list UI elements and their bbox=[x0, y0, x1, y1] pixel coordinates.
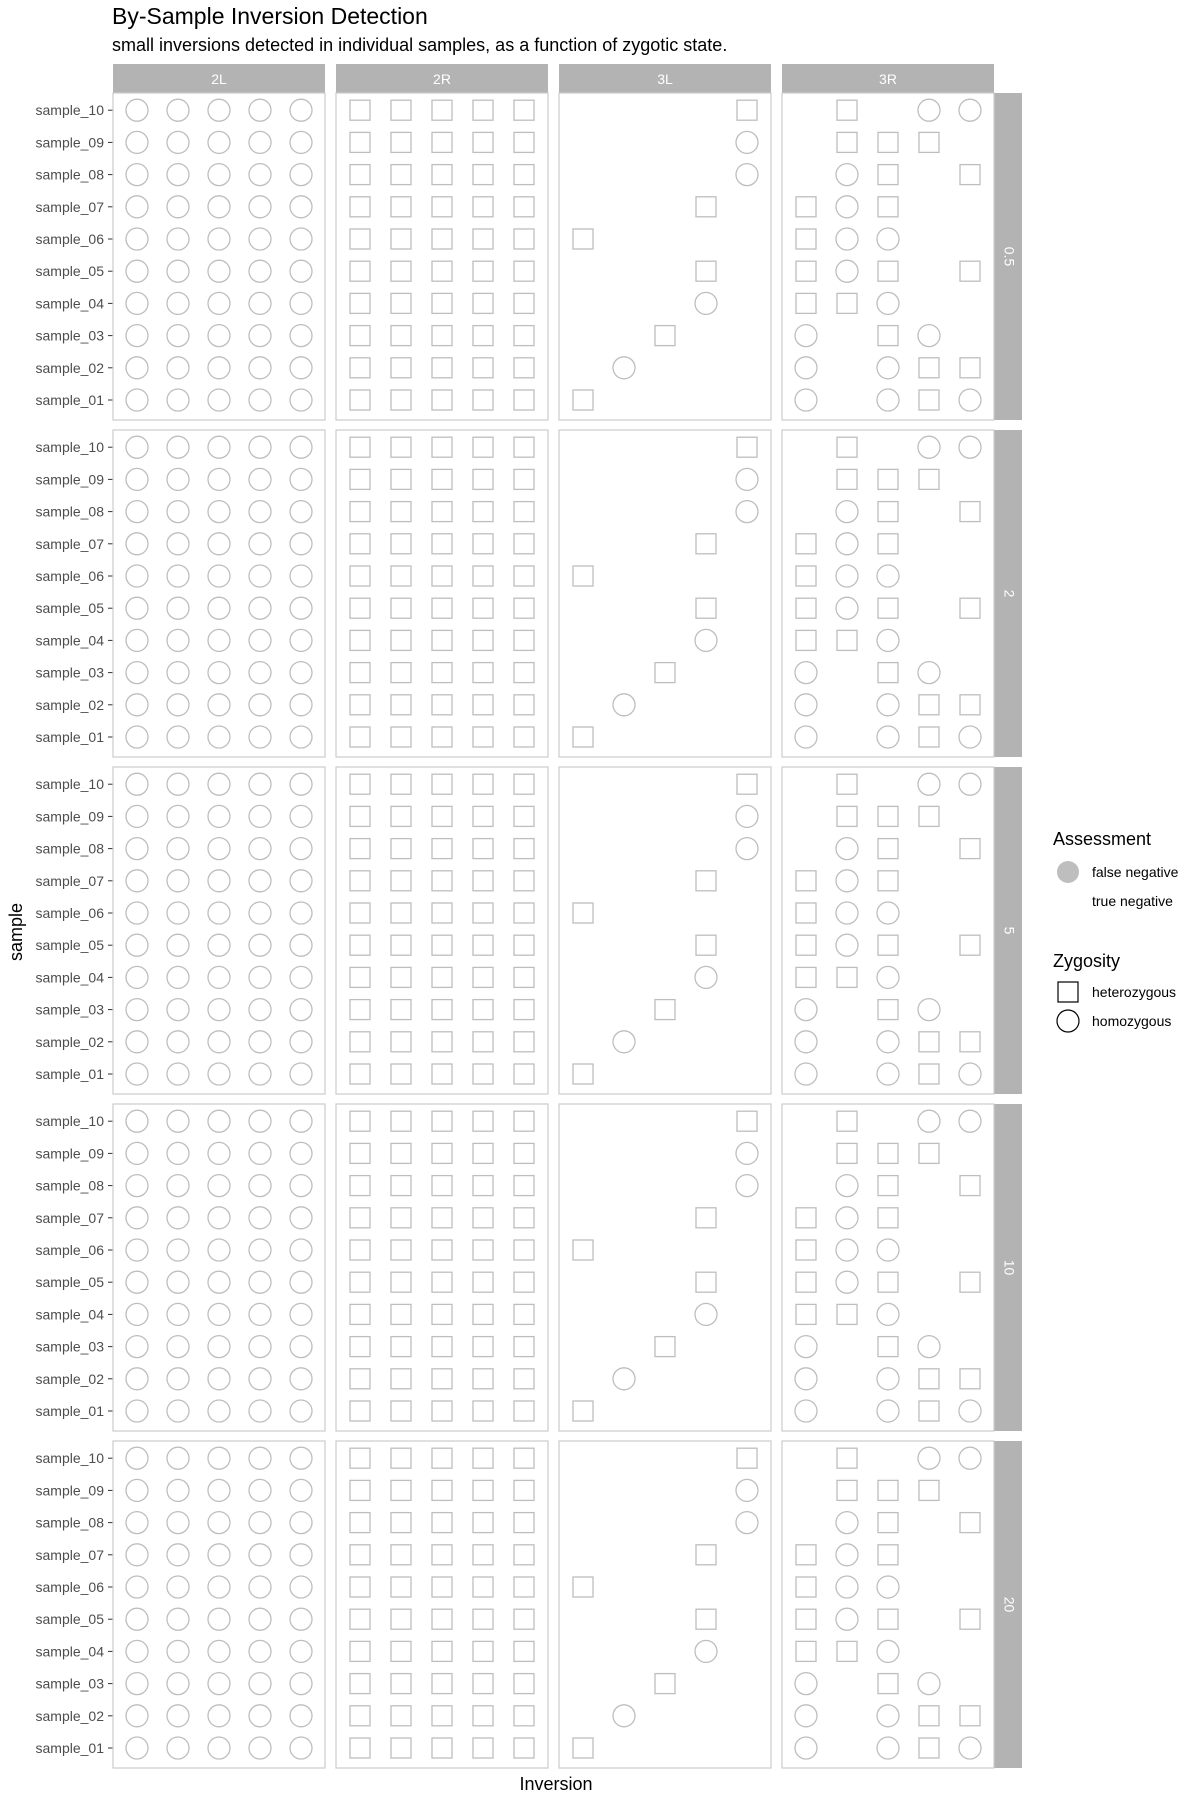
y-tick-label: sample_04 bbox=[35, 1306, 104, 1323]
panel-3L-0.5 bbox=[559, 93, 771, 420]
y-tick-label: sample_09 bbox=[35, 471, 104, 488]
y-tick-label: sample_04 bbox=[35, 632, 104, 649]
panel-3L-10 bbox=[559, 1104, 771, 1431]
y-tick-label: sample_10 bbox=[35, 1113, 104, 1130]
y-tick-label: sample_09 bbox=[35, 1482, 104, 1499]
panel-2L-0.5 bbox=[113, 93, 325, 420]
row-strip-label-20: 20 bbox=[1001, 1596, 1018, 1613]
row-strip-label-2: 2 bbox=[1001, 589, 1018, 598]
y-tick-label: sample_10 bbox=[35, 102, 104, 119]
chart-title: By-Sample Inversion Detection bbox=[112, 3, 428, 29]
panel-3L-2 bbox=[559, 430, 771, 757]
y-tick-label: sample_03 bbox=[35, 327, 104, 344]
panel-2L-10 bbox=[113, 1104, 325, 1431]
y-tick-label: sample_05 bbox=[35, 1611, 104, 1628]
legend-false-negative-key bbox=[1057, 861, 1079, 883]
y-tick-label: sample_05 bbox=[35, 600, 104, 617]
y-tick-label: sample_02 bbox=[35, 1033, 104, 1050]
y-tick-label: sample_09 bbox=[35, 1145, 104, 1162]
y-tick-label: sample_06 bbox=[35, 231, 104, 247]
legend-heterozygous-key bbox=[1058, 982, 1078, 1002]
y-tick-label: sample_05 bbox=[35, 1274, 104, 1291]
y-tick-label: sample_06 bbox=[35, 905, 104, 921]
y-tick-label: sample_10 bbox=[35, 439, 104, 456]
panel-3R-2 bbox=[782, 430, 994, 757]
legend bbox=[1053, 829, 1179, 1032]
strip-label-3R: 3R bbox=[879, 71, 897, 87]
x-axis-title: Inversion bbox=[519, 1774, 593, 1794]
panel-3L-20 bbox=[559, 1441, 771, 1768]
legend-true-negative-label: true negative bbox=[1092, 893, 1173, 909]
panel-2R-20 bbox=[336, 1441, 548, 1768]
y-tick-label: sample_08 bbox=[35, 1177, 104, 1194]
y-tick-label: sample_06 bbox=[35, 1579, 104, 1595]
y-tick-label: sample_07 bbox=[35, 872, 104, 889]
y-tick-label: sample_02 bbox=[35, 1370, 104, 1387]
y-tick-label: sample_10 bbox=[35, 1450, 104, 1467]
panel-2L-5 bbox=[113, 767, 325, 1094]
panel-2R-0.5 bbox=[336, 93, 548, 420]
panel-2L-20 bbox=[113, 1441, 325, 1768]
strip-label-2R: 2R bbox=[433, 71, 451, 87]
y-tick-label: sample_07 bbox=[35, 1546, 104, 1563]
y-tick-label: sample_01 bbox=[35, 1066, 104, 1082]
legend-heterozygous-label: heterozygous bbox=[1092, 984, 1177, 1000]
panel-2R-10 bbox=[336, 1104, 548, 1431]
y-tick-label: sample_04 bbox=[35, 1643, 104, 1660]
panel-3R-0.5 bbox=[782, 93, 994, 420]
y-tick-label: sample_08 bbox=[35, 840, 104, 857]
y-tick-label: sample_08 bbox=[35, 503, 104, 520]
y-tick-label: sample_07 bbox=[35, 1209, 104, 1226]
row-strip-label-10: 10 bbox=[1001, 1259, 1018, 1276]
chart-subtitle: small inversions detected in individual samples, as a function of zygotic state. bbox=[112, 35, 728, 55]
row-strip-label-5: 5 bbox=[1001, 926, 1018, 935]
legend-false-negative-label: false negative bbox=[1092, 864, 1179, 880]
y-tick-label: sample_04 bbox=[35, 969, 104, 986]
panel-2R-5 bbox=[336, 767, 548, 1094]
y-tick-label: sample_01 bbox=[35, 1740, 104, 1756]
y-tick-label: sample_08 bbox=[35, 166, 104, 183]
panel-2R-2 bbox=[336, 430, 548, 757]
y-tick-label: sample_01 bbox=[35, 729, 104, 745]
facet-panels bbox=[36, 64, 1023, 1768]
legend-homozygous-key bbox=[1057, 1010, 1079, 1032]
legend-zygosity-title: Zygosity bbox=[1053, 951, 1121, 971]
y-tick-label: sample_02 bbox=[35, 1707, 104, 1724]
row-strip-label-0.5: 0.5 bbox=[1001, 246, 1018, 267]
strip-label-2L: 2L bbox=[211, 71, 227, 87]
panel-3R-10 bbox=[782, 1104, 994, 1431]
y-tick-label: sample_04 bbox=[35, 295, 104, 312]
strip-label-3L: 3L bbox=[657, 71, 673, 87]
y-tick-label: sample_01 bbox=[35, 1403, 104, 1419]
y-tick-label: sample_07 bbox=[35, 535, 104, 552]
panel-3L-5 bbox=[559, 767, 771, 1094]
y-axis-title: sample bbox=[6, 902, 26, 962]
y-tick-label: sample_03 bbox=[35, 664, 104, 681]
y-tick-label: sample_08 bbox=[35, 1514, 104, 1531]
y-tick-label: sample_06 bbox=[35, 1242, 104, 1258]
y-tick-label: sample_01 bbox=[35, 392, 104, 408]
y-tick-label: sample_03 bbox=[35, 1338, 104, 1355]
y-tick-label: sample_05 bbox=[35, 937, 104, 954]
panel-3R-5 bbox=[782, 767, 994, 1094]
y-tick-label: sample_05 bbox=[35, 263, 104, 280]
y-tick-label: sample_02 bbox=[35, 696, 104, 713]
y-tick-label: sample_10 bbox=[35, 776, 104, 793]
legend-assessment-title: Assessment bbox=[1053, 829, 1152, 849]
panel-2L-2 bbox=[113, 430, 325, 757]
y-tick-label: sample_07 bbox=[35, 198, 104, 215]
y-tick-label: sample_06 bbox=[35, 568, 104, 584]
y-tick-label: sample_09 bbox=[35, 134, 104, 151]
y-tick-label: sample_03 bbox=[35, 1001, 104, 1018]
y-tick-label: sample_02 bbox=[35, 359, 104, 376]
panel-3R-20 bbox=[782, 1441, 994, 1768]
y-tick-label: sample_09 bbox=[35, 808, 104, 825]
legend-homozygous-label: homozygous bbox=[1092, 1013, 1172, 1029]
y-tick-label: sample_03 bbox=[35, 1675, 104, 1692]
